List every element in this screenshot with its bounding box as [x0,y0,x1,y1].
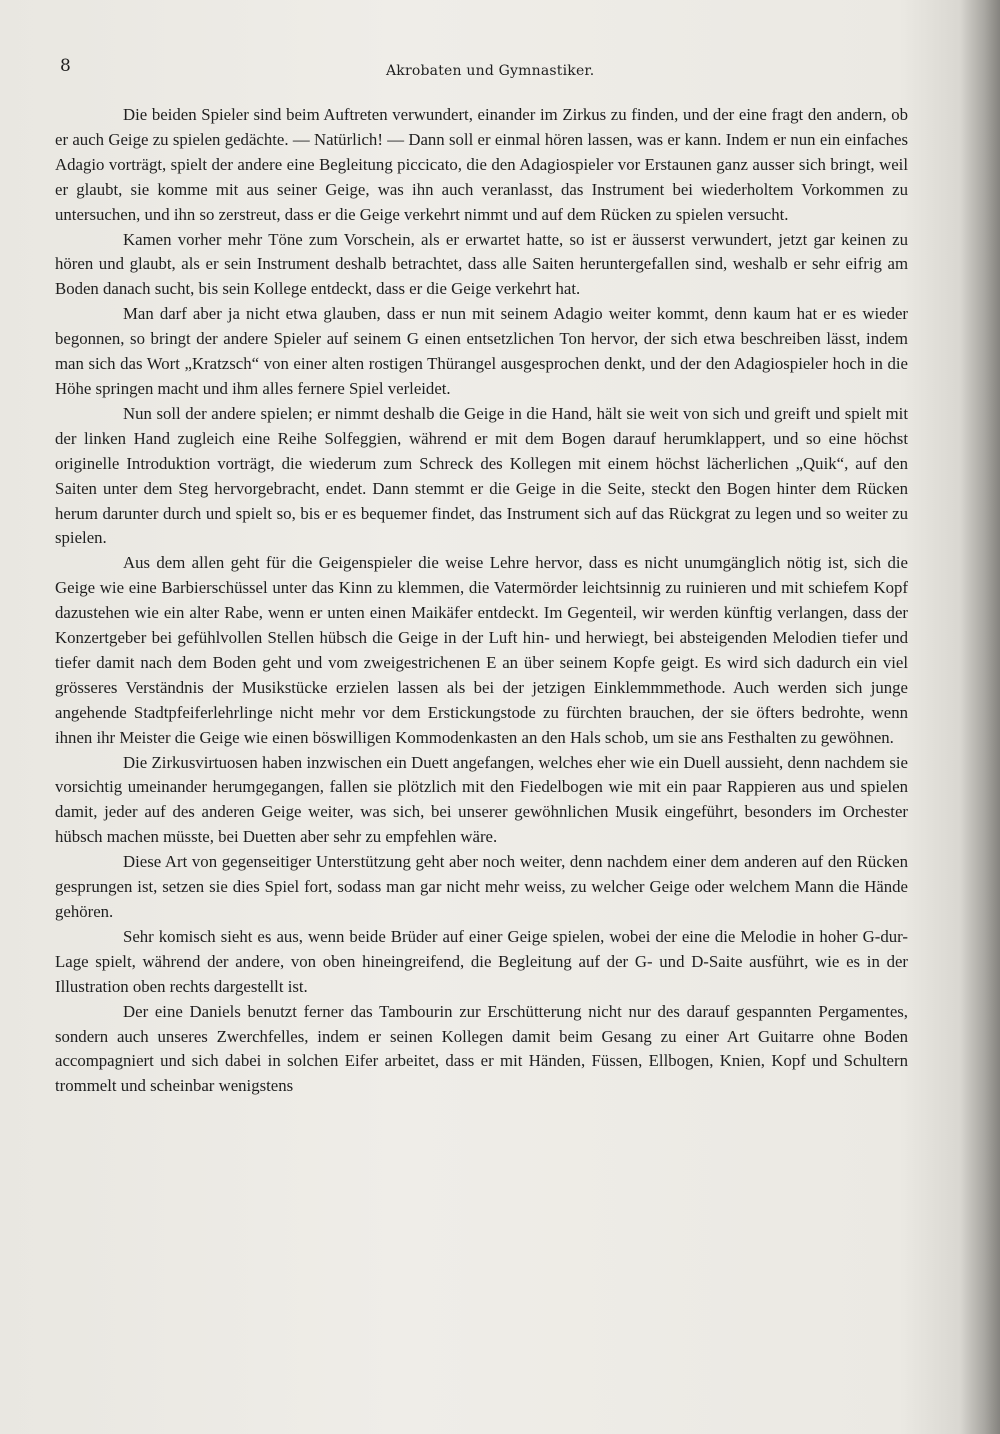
paragraph: Aus dem allen geht für die Geigenspieler die weise Lehre hervor, dass es nicht unumgänglich nötig ist, sich die Geige wie eine Barbierschüssel unter das Kinn zu klemmen, die Vatermörder leichtsinnig zu ruinieren und mit schiefem Kopf dazustehen wie ein alter Rabe, wenn er unten einen Maikäfer entdeckt. Im Gegenteil, wir werden künftig verlangen, dass der Konzertgeber bei gefühlvollen Stellen hübsch die Geige in der Luft hin- und herwiegt, bei absteigenden Melodien tiefer und tiefer damit nach dem Boden geht und vom zweigestrichenen E an über seinem Kopfe geigt. Es wird sich dadurch ein viel grösseres Verständnis der Musikstücke erzielen lassen als bei der jetzigen Einklemmmethode. Auch werden sich junge angehende Stadtpfeiferlehrlinge nicht mehr vor dem Erstickungstode zu fürchten brauchen, der sie öfters bedrohte, wenn ihnen ihr Meister die Geige wie einen böswilligen Kommodenkasten an den Hals schob, um sie ans Festhalten zu gewöhnen. [55,553,908,747]
paragraph: Die beiden Spieler sind beim Auftreten verwundert, einander im Zirkus zu finden, und der eine fragt den andern, ob er auch Geige zu spielen gedächte. — Natürlich! — Dann soll er einmal hören lassen, was er kann. Indem er nun ein einfaches Adagio vorträgt, spielt der andere eine Begleitung piccicato, die den Adagiospieler vor Erstaunen ganz ausser sich bringt, weil er glaubt, sie komme mit aus seiner Geige, was ihn auch veranlasst, das Instrument bei wiederholtem Vorkommen zu untersuchen, und ihn so zerstreut, dass er die Geige verkehrt nimmt und auf dem Rücken zu spielen versucht. [55,105,908,224]
page-number: 8 [60,56,71,76]
paragraph: Diese Art von gegenseitiger Unterstützung geht aber noch weiter, denn nachdem einer dem anderen auf den Rücken gesprungen ist, setzen sie dies Spiel fort, sodass man gar nicht mehr weiss, zu welcher Geige oder welchem Mann die Hände gehören. [55,852,908,921]
paragraph: Sehr komisch sieht es aus, wenn beide Brüder auf einer Geige spielen, wobei der eine die Melodie in hoher G-dur-Lage spielt, während der andere, von oben hineingreifend, die Begleitung auf der G- und D-Saite ausführt, wie es in der Illustration oben rechts dargestellt ist. [55,926,908,996]
paragraph: Der eine Daniels benutzt ferner das Tambourin zur Erschütterung nicht nur des darauf gespannten Pergamentes, sondern auch unseres Zwerchfelles, indem er seinen Kollegen damit beim Gesang zu einer Art Guitarre ohne Boden accompagniert und sich dabei in solchen Eifer arbeitet, dass er mit Händen, Füssen, Ellbogen, Knien, Kopf und Schultern trommelt und scheinbar wenigstens [55,1001,908,1096]
paragraph: Nun soll der andere spielen; er nimmt deshalb die Geige in die Hand, hält sie weit von sich und greift und spielt mit der linken Hand zugleich eine Reihe Solfeggien, während er mit dem Bogen darauf herumklappert, und so eine höchst originelle Introduktion vorträgt, die wiederum zum Schreck des Kollegen mit einem höchst lächerlichen „Quik“, auf den Saiten unter dem Steg hervorgebracht, endet. Dann stemmt er die Geige in die Seite, steckt den Bogen hinter dem Rücken herum darunter durch und spielt so, bis er es bequemer findet, das Instrument sich auf das Rückgrat zu legen und so weiter zu spielen. [55,403,908,548]
paragraph: Man darf aber ja nicht etwa glauben, dass er nun mit seinem Adagio weiter kommt, denn kaum hat er es wieder begonnen, so bringt der andere Spieler auf seinem G einen entsetzlichen Ton hervor, der sich etwa beschreiben lässt, indem man sich das Wort „Kratzsch“ von einer alten rostigen Thürangel ausgesprochen denkt, und der den Adagiospieler hoch in die Höhe springen macht und ihm alles fernere Spiel verleidet. [55,304,908,398]
paragraph: Die Zirkusvirtuosen haben inzwischen ein Duett angefangen, welches eher wie ein Duell aussieht, denn nachdem sie vorsichtig umeinander herumgegangen, fallen sie plötzlich mit den Fiedelbogen wie mit ein paar Rappieren aus und spielen damit, jeder auf des anderen Geige weiter, was sich, bei unserer gewöhnlichen Musik eingeführt, besonders im Orchester hübsch machen müsste, bei Duetten aber sehr zu empfehlen wäre. [55,752,908,847]
body-text [55,103,908,1099]
running-title: Akrobaten und Gymnastiker. [386,63,595,79]
paragraph: Kamen vorher mehr Töne zum Vorschein, als er erwartet hatte, so ist er äusserst verwundert, jetzt gar keinen zu hören und glaubt, als er sein Instrument deshalb betrachtet, dass alle Saiten heruntergefallen sind, weshalb er sehr eifrig am Boden danach sucht, bis sein Kollege entdeckt, dass er die Geige verkehrt hat. [55,229,908,299]
page-shadow-edge [960,0,1000,1434]
